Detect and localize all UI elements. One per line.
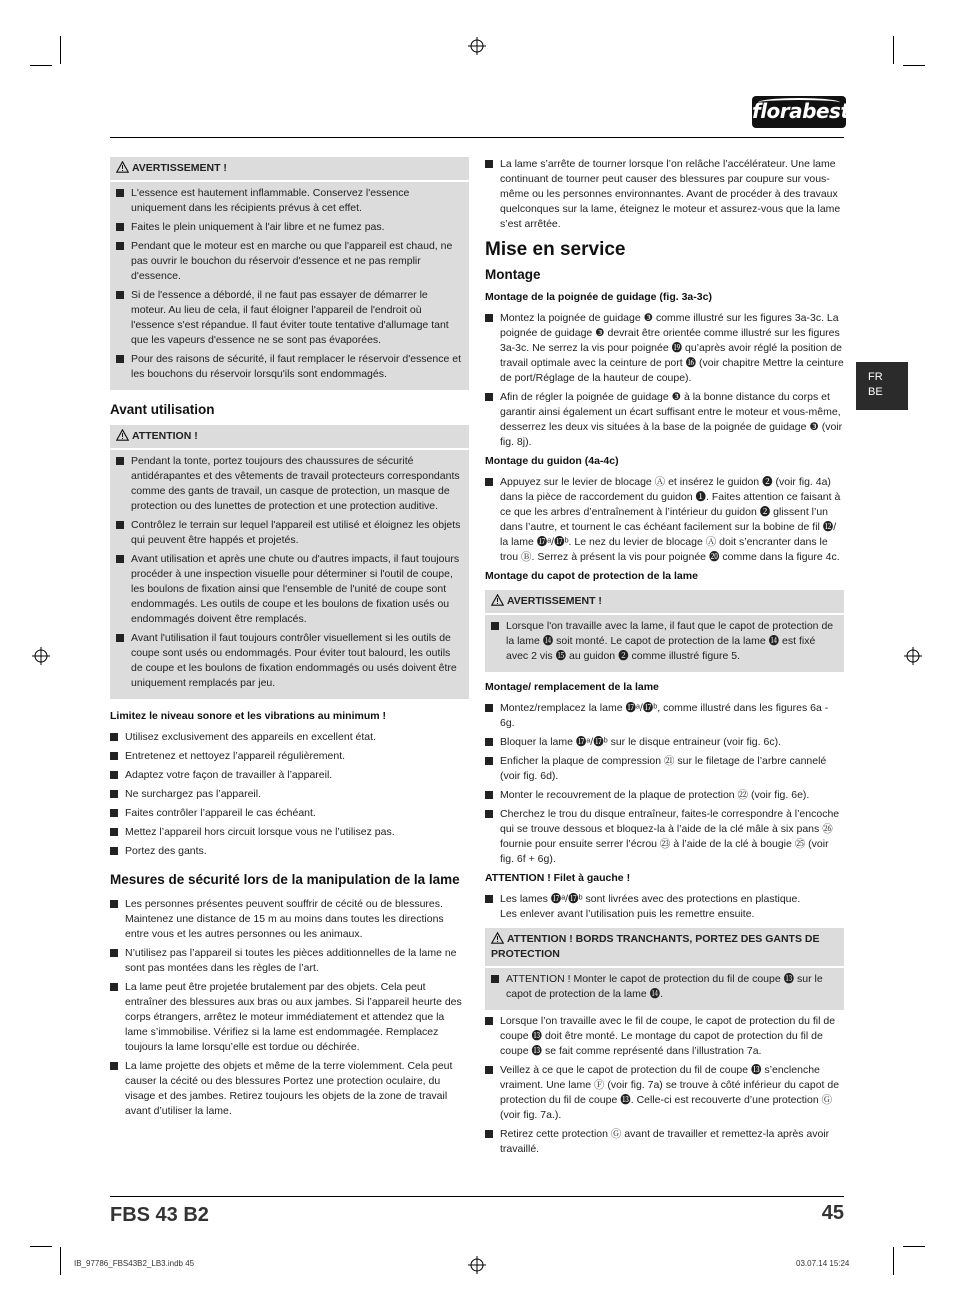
left-column — [110, 157, 469, 1123]
page-number: 45 — [821, 1202, 844, 1224]
warning-triangle-icon — [116, 161, 129, 173]
subsection-heading-capot: Montage du capot de protection de la lame — [485, 570, 698, 582]
list-item: Les personnes présentes peuvent souffrir de cécité ou de blessures. Maintenez une distance de 15 m au moins dans toutes les directions entre vous et les autres personnes ou les animaux. — [110, 897, 469, 942]
list-item: Bloquer la lame ⓱ᵃ/⓱ᵇ sur le disque entraineur (voir fig. 6c). — [485, 735, 844, 750]
list-item: Portez des gants. — [110, 844, 469, 859]
list-item: Lorsque l'on travaille avec la lame, il faut que le capot de protection de la lame ⓮ soit monté. Le capot de protection de la lame ⓮ est fixé avec 2 vis ⓯ au guidon ❷ comme illustré figure 5. — [491, 619, 838, 664]
list-item: Ne surchargez pas l’appareil. — [110, 787, 469, 802]
crop-mark — [903, 65, 925, 66]
attention-box-sharp-edges — [485, 928, 844, 1010]
right-column — [485, 157, 844, 1161]
registration-mark-icon — [468, 37, 486, 55]
list-item: Lorsque l’on travaille avec le fil de coupe, le capot de protection du fil de coupe ⓭ doit être monté. Le montage du capot de protection du fil de coupe ⓭ se fait comme représenté dans l’illustration 7a. — [485, 1014, 844, 1059]
list-item: ATTENTION ! Monter le capot de protection du fil de coupe ⓭ sur le capot de protection de la lame ⓮. — [491, 972, 838, 1002]
list-item: Avant utilisation et après une chute ou d'autres impacts, il faut toujours procéder à une inspection visuelle pour déterminer si l'outil de coupe, les boulons de fixation ainsi que l'ensemble de l'unité de coupe sont endommagés. Les outils de coupe et les boulons de fixation usés ou endommagés doivent être remplacés. — [116, 552, 463, 627]
subsection-heading-remplacement: Montage/ remplacement de la lame — [485, 681, 659, 693]
crop-mark — [903, 1246, 925, 1247]
warning-box-fuel — [110, 157, 469, 390]
list-item: Retirez cette protection Ⓖ avant de travailler et remettez-la après avoir travaillé. — [485, 1127, 844, 1157]
warning-triangle-icon — [491, 594, 504, 606]
print-slug-date: 03.07.14 15:24 — [796, 1259, 850, 1268]
warning-triangle-icon — [491, 932, 504, 944]
list-item: Monter le recouvrement de la plaque de protection ㉒ (voir fig. 6e). — [485, 788, 844, 803]
list-item: Montez/remplacez la lame ⓱ᵃ/⓱ᵇ, comme illustré dans les figures 6a - 6g. — [485, 701, 844, 731]
list-item: La lame projette des objets et même de la terre violemment. Cela peut causer la cécité ou des blessures Portez une protection oculaire, du visage et des jambes. Retirez toujours les objets de la zone de travail avant d’utiliser la lame. — [110, 1059, 469, 1119]
list-item: Pendant la tonte, portez toujours des chaussures de sécurité antidérapantes et des vêtements de travail protecteurs correspondants comme des gants de travail, un casque de protection, un masque de protection ou des lunettes de protection et une protection auditive. — [116, 454, 463, 514]
warning-triangle-icon — [116, 429, 129, 441]
list-item: Appuyez sur le levier de blocage Ⓐ et insérez le guidon ❷ (voir fig. 4a) dans la pièce de raccordement du guidon ❶. Faites attention ce faisant à ce que les arbres d’entraînement à l’intérieur du guidon ❷ glissent l’un dans l’autre, et tournent le cas échéant facilement sur la bobine de fil ⓬/ la lame ⓱ᵃ/⓱ᵇ. Le nez du levier de blocage Ⓐ doit s’encranter dans le trou Ⓑ. Serrez à présent la vis pour poignée ⓴ comme dans la figure 4c. — [485, 475, 844, 565]
section-heading-noise: Limitez le niveau sonore et les vibrations au minimum ! — [110, 710, 386, 722]
registration-mark-icon — [32, 647, 50, 665]
print-slug-file: IB_97786_FBS43B2_LB3.indb 45 — [74, 1259, 195, 1268]
crop-mark — [30, 65, 52, 66]
list-item: Si de l'essence a débordé, il ne faut pas essayer de démarrer le moteur. Au lieu de cela, il faut éloigner l'appareil de l'endroit où l'essence s'est répandue. Il faut éviter toute tentative d'allumage tant que les vapeurs d'essence ne se sont pas évaporées. — [116, 288, 463, 348]
section-heading-blade-safety: Mesures de sécurité lors de la manipulation de la lame — [110, 872, 460, 887]
list-item: Pendant que le moteur est en marche ou que l'appareil est chaud, ne pas ouvrir le bouchon du réservoir d'essence et ne pas remplir d'essence. — [116, 239, 463, 284]
list-item: Afin de régler la poignée de guidage ❸ à la bonne distance du corps et garantir ainsi également un écart suffisant entre le moteur et vous-même, desserrez les deux vis situées à la base de la poignée de guidage ❸ (voir fig. 8j). — [485, 390, 844, 450]
list-item: Mettez l’appareil hors circuit lorsque vous ne l’utilisez pas. — [110, 825, 469, 840]
footer-rule — [110, 1196, 844, 1197]
list-item: Avant l'utilisation il faut toujours contrôler visuellement si les outils de coupe sont usés ou endommagés. Pour éviter tout balourd, les outils de coupe et les boulons de fixation endommagés ou usés doivent être uniquement remplacés par jeu. — [116, 631, 463, 691]
crop-mark — [893, 1247, 894, 1275]
list-item: Adaptez votre façon de travailler à l’appareil. — [110, 768, 469, 783]
list-item: Pour des raisons de sécurité, il faut remplacer le réservoir d'essence et les bouchons du réservoir lorsqu'ils sont endommagés. — [116, 352, 463, 382]
crop-mark — [893, 36, 894, 64]
registration-mark-icon — [468, 1256, 486, 1274]
list-item: La lame peut être projetée brutalement par des objets. Cela peut entraîner des blessures aux bras ou aux jambes. Si l’appareil heurte des corps étrangers, arrêtez le moteur immédiatement et attendez que la lame s’immobilise. Vérifiez si la lame est endommagée. Remplacez toujours la lame lorsqu’elle est tordue ou déchirée. — [110, 980, 469, 1055]
warning-box-title: AVERTISSEMENT ! — [485, 590, 844, 615]
list-item: Utilisez exclusivement des appareils en excellent état. — [110, 730, 469, 745]
model-name: FBS 43 B2 — [110, 1204, 209, 1226]
attention-box-title: ATTENTION ! — [110, 425, 469, 450]
language-tab — [856, 362, 908, 410]
list-item: Faites contrôler l’appareil le cas échéant. — [110, 806, 469, 821]
attention-box-title: ATTENTION ! BORDS TRANCHANTS, PORTEZ DES GANTS DE PROTECTION — [485, 928, 844, 968]
list-item: Les lames ⓱ᵃ/⓱ᵇ sont livrées avec des protections en plastique. — [485, 892, 844, 907]
list-item: Entretenez et nettoyez l’appareil régulièrement. — [110, 749, 469, 764]
header-rule — [110, 137, 844, 138]
list-item: Enficher la plaque de compression ㉑ sur le filetage de l’arbre cannelé (voir fig. 6d). — [485, 754, 844, 784]
crop-mark — [60, 36, 61, 64]
language-code-be: BE — [868, 386, 883, 398]
list-item: Cherchez le trou du disque entraîneur, faites-le correspondre à l’encoche qui se trouve dessous et bloquez-la à l’aide de la clé mâle à six pans ㉖ fournie pour ensuite serrer l’écrou ㉓ à l’aide de la clé à bougie ㉕ (voir fig. 6f + 6g). — [485, 807, 844, 867]
list-item: L'essence est hautement inflammable. Conservez l'essence uniquement dans les récipients prévus à cet effet. — [116, 186, 463, 216]
list-item: N’utilisez pas l’appareil si toutes les pièces additionnelles de la lame ne sont pas montées dans les règles de l’art. — [110, 946, 469, 976]
warning-box-title: AVERTISSEMENT ! — [110, 157, 469, 182]
subsection-heading-guidon: Montage du guidon (4a-4c) — [485, 455, 619, 467]
crop-mark — [60, 1247, 61, 1275]
section-heading-montage: Montage — [485, 267, 541, 282]
attention-box-usage — [110, 425, 469, 699]
language-code-fr: FR — [868, 371, 883, 383]
section-heading-mise-en-service: Mise en service — [485, 239, 626, 260]
list-item: Faites le plein uniquement à l'air libre et ne fumez pas. — [116, 220, 463, 235]
list-item: Veillez à ce que le capot de protection du fil de coupe ⓭ s’enclenche vraiment. Une lame Ⓕ (voir fig. 7a) se trouve à côté inférieur du capot de protection du fil de coupe ⓭. Celle-ci est recouverte d’une protection Ⓖ (voir fig. 7a.). — [485, 1063, 844, 1123]
registration-mark-icon — [904, 647, 922, 665]
subsection-heading-poignee: Montage de la poignée de guidage (fig. 3a-3c) — [485, 291, 712, 303]
brand-logo — [752, 96, 850, 128]
warning-box-blade-guard — [485, 590, 844, 672]
list-item: La lame s’arrête de tourner lorsque l’on relâche l’accélérateur. Une lame continuant de tourner peut causer des blessures par coupure sur vous-même ou les personnes environnantes. Avant de procéder à des travaux quelconques sur la lame, éteignez le moteur et assurez-vous que la lame s’est arrêtée. — [485, 157, 844, 232]
section-heading-avant-utilisation: Avant utilisation — [110, 402, 215, 417]
list-item: Contrôlez le terrain sur lequel l'appareil est utilisé et éloignez les objets qui peuvent être happés et projetés. — [116, 518, 463, 548]
subsection-heading-filet: ATTENTION ! Filet à gauche ! — [485, 872, 631, 884]
note-text: Les enlever avant l’utilisation puis les remettre ensuite. — [500, 908, 755, 920]
crop-mark — [30, 1246, 52, 1247]
brand-logo-text: florabest — [752, 99, 850, 123]
list-item: Montez la poignée de guidage ❸ comme illustré sur les figures 3a-3c. La poignée de guidage ❸ devrait être orientée comme illustré sur les figures 3a-3c. Ne serrez la vis pour poignée ⓳ qu’après avoir réglé la position de travail optimale avec la ceinture de port ⓰ (voir chapitre Mettre la ceinture de port/Réglage de la hauteur de coupe). — [485, 311, 844, 386]
